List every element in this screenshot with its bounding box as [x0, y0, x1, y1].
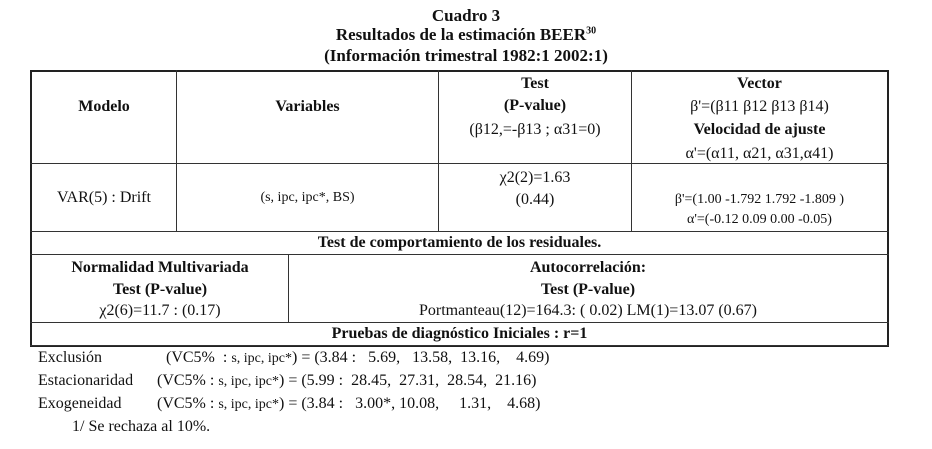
normality-test: Test (P-value) — [112, 281, 208, 298]
header-speed: Velocidad de ajuste — [693, 121, 826, 138]
autocorr-test: Test (P-value) — [540, 281, 636, 298]
header-test: Test — [521, 75, 549, 92]
rule — [30, 254, 889, 255]
header-variables: Variables — [275, 98, 340, 115]
rule — [30, 345, 889, 346]
header-vector: Vector — [737, 75, 782, 92]
row-test-pvalue: (0.44) — [515, 191, 555, 208]
header-alpha: α'=(α11, α21, α31,α41) — [685, 145, 834, 162]
header-restriction: (β12,=-β13 ; α31=0) — [469, 121, 601, 138]
header-model: Modelo — [78, 98, 130, 115]
table-period: (Información trimestral 1982:1 2002:1) — [324, 46, 608, 65]
row-model: VAR(5) : Drift — [57, 189, 151, 206]
diagnostic-row-exclusion: Exclusión (VC5% : s, ipc, ipc*) = (3.84 : 5.69, 13.58, 13.16, 4.69) — [38, 349, 550, 366]
normality-value: χ2(6)=11.7 : (0.17) — [99, 302, 221, 319]
header-beta: β'=(β11 β12 β13 β14) — [690, 98, 829, 115]
table-caption: Cuadro 3 — [431, 6, 501, 25]
diagnostic-row-stationarity: Estacionaridad (VC5% : s, ipc, ipc*) = (5.99 : 28.45, 27.31, 28.54, 21.16) — [38, 372, 537, 389]
footnote: 1/ Se rechaza al 10%. — [72, 418, 211, 435]
header-pvalue: (P-value) — [503, 97, 567, 114]
row-test-stat: χ2(2)=1.63 — [499, 169, 571, 186]
row-alpha: α'=(-0.12 0.09 0.00 -0.05) — [687, 212, 832, 227]
heading-superscript: 30 — [586, 25, 597, 37]
diagnostics-title: Pruebas de diagnóstico Iniciales : r=1 — [331, 325, 588, 342]
row-beta: β'=(1.00 -1.792 1.792 -1.809 ) — [674, 192, 845, 207]
autocorr-value: Portmanteau(12)=164.3: ( 0.02) LM(1)=13.07 (0.67) — [419, 302, 757, 319]
table-heading: Resultados de la estimación BEER$^{30}$ — [335, 25, 597, 44]
autocorr-title: Autocorrelación: — [529, 259, 647, 276]
residuals-title: Test de comportamiento de los residuales. — [317, 234, 602, 251]
row-variables: (s, ipc, ipc*, BS) — [260, 190, 355, 205]
normality-title: Normalidad Multivariada — [71, 259, 249, 276]
diagnostic-row-exogeneity: Exogeneidad (VC5% : s, ipc, ipc*) = (3.84 : 3.00*, 10.08, 1.31, 4.68) — [38, 395, 541, 412]
